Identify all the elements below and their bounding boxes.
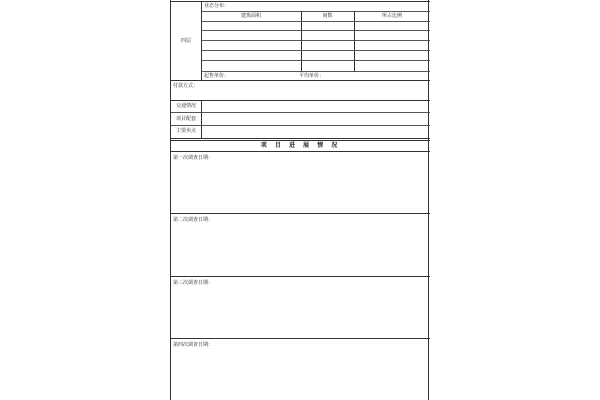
info-label-divider — [201, 100, 202, 138]
top-border — [171, 1, 430, 2]
survey-date-label: 第四次调查日期： — [173, 342, 214, 348]
table-column-divider — [354, 11, 355, 71]
info-label-traffic: 交通情况 — [175, 103, 196, 109]
distribution-label: 业态分布： — [204, 3, 230, 9]
header-unit-count: 间数 — [322, 13, 333, 19]
survey-date-label: 第一次调查日期： — [173, 155, 214, 161]
info-label-facilities: 项目配套 — [175, 116, 196, 122]
table-row-line — [201, 60, 430, 61]
survey-date-label: 第二次调查日期： — [173, 217, 214, 223]
table-column-divider — [301, 11, 302, 71]
table-row-line — [201, 50, 430, 51]
floor-label: 四层 — [180, 38, 191, 44]
survey-form — [170, 0, 429, 400]
progress-title: 项 目 进 展 情 况 — [260, 142, 341, 149]
payment-label: 付款方式： — [173, 83, 199, 89]
header-ratio: 所占比例 — [381, 13, 402, 19]
table-row-line — [201, 21, 430, 22]
avg-price-label: 平均单价： — [299, 73, 325, 79]
header-building-area: 建筑面积 — [240, 13, 261, 19]
info-label-selling-points: 主要卖点 — [175, 128, 196, 134]
table-row-line — [201, 40, 430, 41]
survey-date-label: 第三次调查日期： — [173, 280, 214, 286]
table-row-line — [201, 71, 430, 72]
start-price-label: 起售单价： — [204, 73, 230, 79]
table-row-line — [201, 30, 430, 31]
